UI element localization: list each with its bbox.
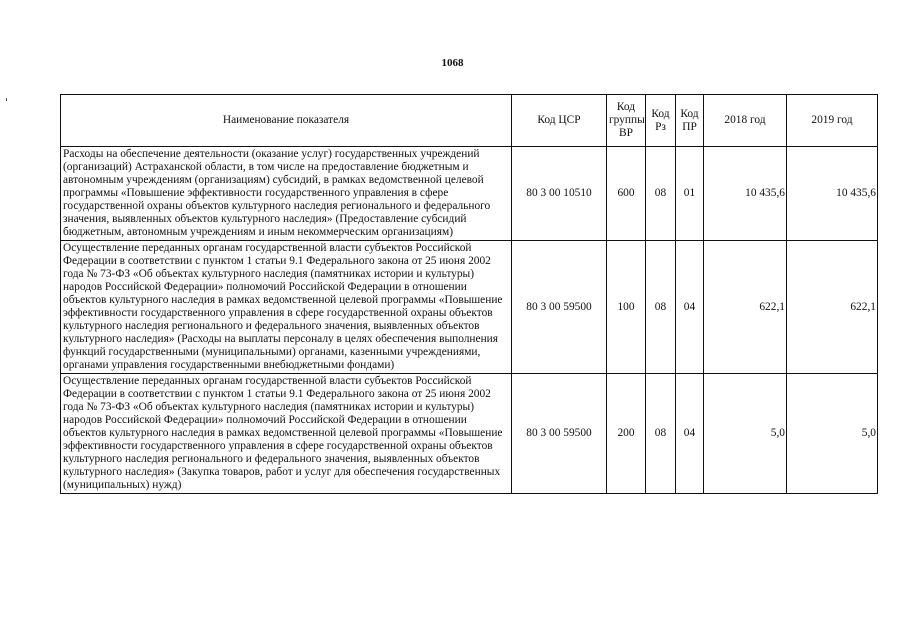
row-pr-code: 04 — [676, 241, 704, 374]
row-value-2019: 622,1 — [787, 241, 878, 374]
row-vr-code: 200 — [607, 374, 646, 494]
row-csr-code: 80 3 00 59500 — [512, 374, 607, 494]
header-2019: 2019 год — [787, 95, 878, 147]
row-pr-code: 01 — [676, 147, 704, 241]
table-row — [61, 374, 878, 494]
row-csr-code: 80 3 00 59500 — [512, 241, 607, 374]
row-vr-code: 600 — [607, 147, 646, 241]
header-2018: 2018 год — [704, 95, 787, 147]
header-vr-code: Код группы ВР — [607, 95, 646, 147]
row-vr-code: 100 — [607, 241, 646, 374]
header-name: Наименование показателя — [61, 95, 512, 147]
row-pr-code: 04 — [676, 374, 704, 494]
row-value-2018: 5,0 — [704, 374, 787, 494]
row-value-2019: 5,0 — [787, 374, 878, 494]
row-name: Расходы на обеспечение деятельности (оказание услуг) государственных учреждений (организаций) Астраханской области, в том числе на предоставление бюджетным и автономным учреждениям (организациям) субсидий, в рамках ведомственной целевой программы «Повышение эффективности государственного управления в сфере государственной охраны объектов культурного наследия регионального и федерального значения, выявленных объектов культурного наследия» (Предоставление субсидий бюджетным, автономным учреждениям и иным некоммерческим организациям) — [61, 147, 512, 241]
row-rz-code: 08 — [646, 374, 676, 494]
header-csr-code: Код ЦСР — [512, 95, 607, 147]
table-header-row — [61, 95, 878, 147]
header-rz-code: Код Рз — [646, 95, 676, 147]
table-row — [61, 241, 878, 374]
margin-mark — [6, 98, 7, 101]
row-rz-code: 08 — [646, 241, 676, 374]
table-row — [61, 147, 878, 241]
row-name: Осуществление переданных органам государственной власти субъектов Российской Федерации в соответствии с пунктом 1 статьи 9.1 Федерального закона от 25 июня 2002 года № 73-ФЗ «Об объектах культурного наследия (памятниках истории и культуры) народов Российской Федерации» полномочий Российской Федерации в отношении объектов культурного наследия в рамках ведомственной целевой программы «Повышение эффективности государственного управления в сфере государственной охраны объектов культурного наследия регионального и федерального значения, выявленных объектов культурного наследия» (Расходы на выплаты персоналу в целях обеспечения выполнения функций государственными (муниципальными) органами, казенными учреждениями, органами управления государственными внебюджетными фондами) — [61, 241, 512, 374]
header-pr-code: Код ПР — [676, 95, 704, 147]
row-csr-code: 80 3 00 10510 — [512, 147, 607, 241]
row-name: Осуществление переданных органам государственной власти субъектов Российской Федерации в соответствии с пунктом 1 статьи 9.1 Федерального закона от 25 июня 2002 года № 73-ФЗ «Об объектах культурного наследия (памятниках истории и культуры) народов Российской Федерации» полномочий Российской Федерации в отношении объектов культурного наследия в рамках ведомственной целевой программы «Повышение эффективности государственного управления в сфере государственной охраны объектов культурного наследия регионального и федерального значения, выявленных объектов культурного наследия» (Закупка товаров, работ и услуг для обеспечения государственных (муниципальных) нужд) — [61, 374, 512, 494]
budget-table — [60, 94, 878, 494]
row-rz-code: 08 — [646, 147, 676, 241]
row-value-2018: 10 435,6 — [704, 147, 787, 241]
page-number: 1068 — [441, 57, 464, 69]
row-value-2019: 10 435,6 — [787, 147, 878, 241]
row-value-2018: 622,1 — [704, 241, 787, 374]
